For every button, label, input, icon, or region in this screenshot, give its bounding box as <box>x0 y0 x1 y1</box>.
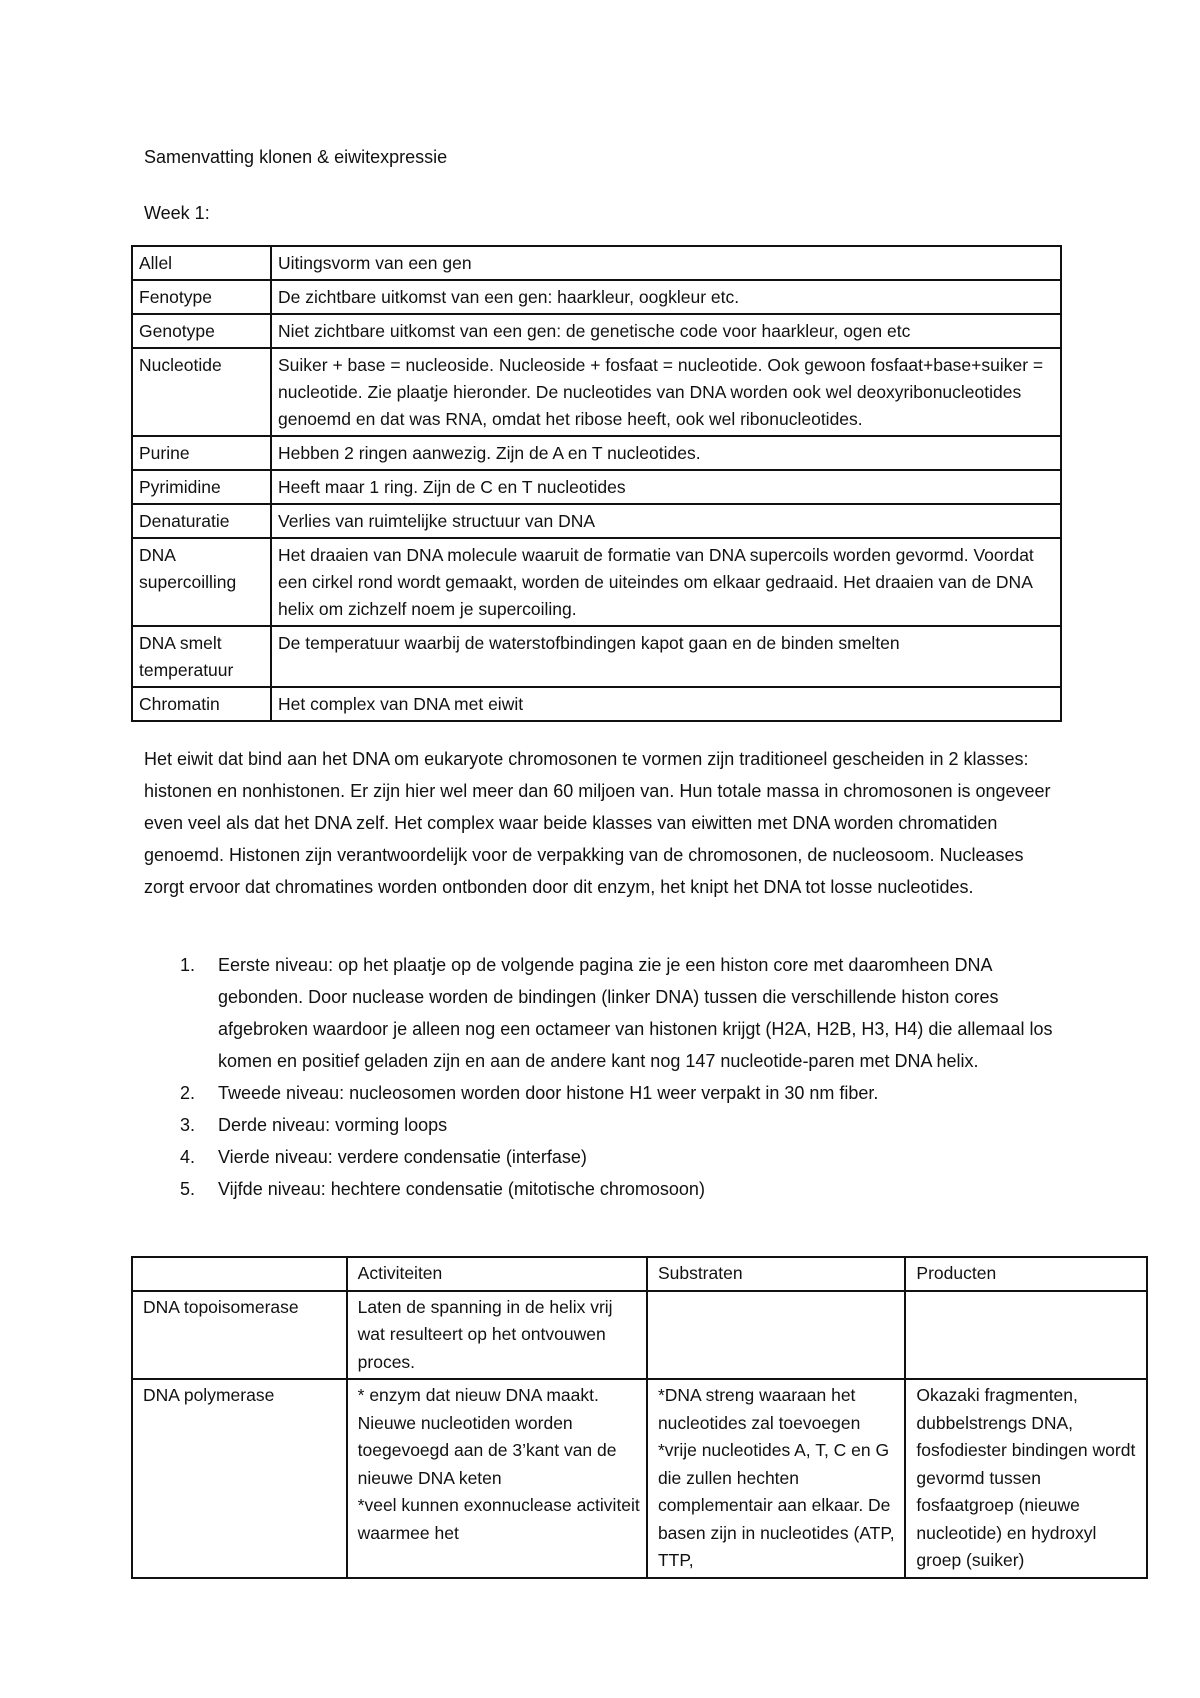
definition-cell: Heeft maar 1 ring. Zijn de C en T nucleotides <box>271 470 1061 504</box>
terms-table-row <box>132 348 1061 436</box>
enzyme-activiteiten: Laten de spanning in de helix vrij wat resulteert op het ontvouwen proces. <box>347 1291 647 1380</box>
enzyme-producten <box>905 1291 1147 1380</box>
list-number: 1. <box>180 955 196 975</box>
terms-table-row <box>132 687 1061 721</box>
terms-table <box>131 245 1062 722</box>
enzyme-header-cell <box>132 1257 347 1291</box>
list-number: 2. <box>180 1083 196 1103</box>
term-cell: Nucleotide <box>132 348 271 436</box>
chromatin-levels-list <box>144 949 1064 1205</box>
term-cell: Purine <box>132 436 271 470</box>
list-number: 5. <box>180 1179 196 1199</box>
list-item <box>144 1173 1064 1205</box>
term-cell: Denaturatie <box>132 504 271 538</box>
enzyme-activiteiten <box>347 1379 647 1578</box>
enzyme-name: DNA polymerase <box>132 1379 347 1578</box>
enzyme-substraten <box>647 1291 905 1380</box>
enzyme-table-header-row <box>132 1257 1147 1291</box>
week-heading: Week 1: <box>144 203 210 223</box>
body-paragraph: Het eiwit dat bind aan het DNA om eukaryote chromosonen te vormen zijn traditioneel gescheiden in 2 klasses: histonen en nonhistonen. Er zijn hier wel meer dan 60 miljoen van. Hun totale massa in chromosonen is ongeveer even veel als dat het DNA zelf. Het complex waar beide klasses van eiwitten met DNA worden chromatiden genoemd. Histonen zijn verantwoordelijk voor de verpakking van de chromosonen, de nucleosoom. Nucleases zorgt ervoor dat chromatines worden ontbonden door dit enzym, het knipt het DNA tot losse nucleotides. <box>144 749 1051 897</box>
enzyme-header-substraten: Substraten <box>647 1257 905 1291</box>
enzyme-table <box>131 1256 1148 1579</box>
terms-table-row <box>132 280 1061 314</box>
terms-table-row <box>132 246 1061 280</box>
definition-cell: Hebben 2 ringen aanwezig. Zijn de A en T nucleotides. <box>271 436 1061 470</box>
term-cell: Allel <box>132 246 271 280</box>
terms-table-row <box>132 470 1061 504</box>
definition-cell: Uitingsvorm van een gen <box>271 246 1061 280</box>
definition-cell: De zichtbare uitkomst van een gen: haarkleur, oogkleur etc. <box>271 280 1061 314</box>
enzyme-name: DNA topoisomerase <box>132 1291 347 1380</box>
definition-cell: Verlies van ruimtelijke structuur van DNA <box>271 504 1061 538</box>
definition-cell: De temperatuur waarbij de waterstofbindingen kapot gaan en de binden smelten <box>271 626 1061 687</box>
term-cell: Genotype <box>132 314 271 348</box>
enzyme-activiteiten-line: * enzym dat nieuw DNA maakt. Nieuwe nucleotiden worden toegevoegd aan de 3’kant van de nieuwe DNA keten <box>357 1385 617 1488</box>
definition-cell: Het draaien van DNA molecule waaruit de formatie van DNA supercoils worden gevormd. Voordat een cirkel rond wordt gemaakt, worden de uiteindes om elkaar gedraaid. Het draaien van de DNA helix om zichzelf noem je supercoiling. <box>271 538 1061 626</box>
terms-table-row <box>132 436 1061 470</box>
terms-table-row <box>132 626 1061 687</box>
list-text: Vijfde niveau: hechtere condensatie (mitotische chromosoon) <box>218 1179 705 1199</box>
enzyme-substraten-line: *DNA streng waaraan het nucleotides zal toevoegen <box>657 1385 861 1433</box>
list-text: Derde niveau: vorming loops <box>218 1115 448 1135</box>
list-item <box>144 1109 1064 1141</box>
enzyme-activiteiten-line: *veel kunnen exonnuclease activiteit waarmee het <box>357 1495 640 1543</box>
enzyme-header-producten: Producten <box>905 1257 1147 1291</box>
terms-table-row <box>132 314 1061 348</box>
definition-cell: Suiker + base = nucleoside. Nucleoside + fosfaat = nucleotide. Ook gewoon fosfaat+base+suiker = nucleotide. Zie plaatje hieronder. De nucleotides van DNA worden ook wel deoxyribonucleotides genoemd en dat was RNA, omdat het ribose heeft, ook wel ribonucleotides. <box>271 348 1061 436</box>
enzyme-substraten-line: *vrije nucleotides A, T, C en G die zullen hechten complementair aan elkaar. De basen zijn in nucleotides (ATP, TTP, <box>657 1440 895 1570</box>
list-text: Eerste niveau: op het plaatje op de volgende pagina zie je een histon core met daaromheen DNA gebonden. Door nuclease worden de bindingen (linker DNA) tussen die verschillende histon cores afgebroken waardoor je alleen nog een octameer van histonen krijgt (H2A, H2B, H3, H4) die allemaal los komen en positief geladen zijn en aan de andere kant nog 147 nucleotide-paren met DNA helix. <box>218 955 1053 1071</box>
terms-table-row <box>132 504 1061 538</box>
list-number: 4. <box>180 1147 196 1167</box>
term-cell: Fenotype <box>132 280 271 314</box>
definition-cell: Niet zichtbare uitkomst van een gen: de genetische code voor haarkleur, ogen etc <box>271 314 1061 348</box>
term-cell: Chromatin <box>132 687 271 721</box>
list-text: Vierde niveau: verdere condensatie (interfase) <box>218 1147 587 1167</box>
terms-table-body <box>132 246 1061 721</box>
enzyme-producten: Okazaki fragmenten, dubbelstrengs DNA, fosfodiester bindingen wordt gevormd tussen fosfaatgroep (nieuwe nucleotide) en hydroxyl groep (suiker) <box>905 1379 1147 1578</box>
term-cell: DNA smelt temperatuur <box>132 626 271 687</box>
definition-cell: Het complex van DNA met eiwit <box>271 687 1061 721</box>
list-text: Tweede niveau: nucleosomen worden door histone H1 weer verpakt in 30 nm fiber. <box>218 1083 879 1103</box>
list-number: 3. <box>180 1115 196 1135</box>
term-cell: Pyrimidine <box>132 470 271 504</box>
document-title: Samenvatting klonen & eiwitexpressie <box>144 147 448 167</box>
enzyme-row-topoisomerase <box>132 1291 1147 1380</box>
terms-table-row <box>132 538 1061 626</box>
enzyme-substraten <box>647 1379 905 1578</box>
list-item <box>144 1077 1064 1109</box>
list-item <box>144 949 1064 1077</box>
enzyme-header-activiteiten: Activiteiten <box>347 1257 647 1291</box>
list-item <box>144 1141 1064 1173</box>
term-cell: DNA supercoilling <box>132 538 271 626</box>
enzyme-row-polymerase <box>132 1379 1147 1578</box>
